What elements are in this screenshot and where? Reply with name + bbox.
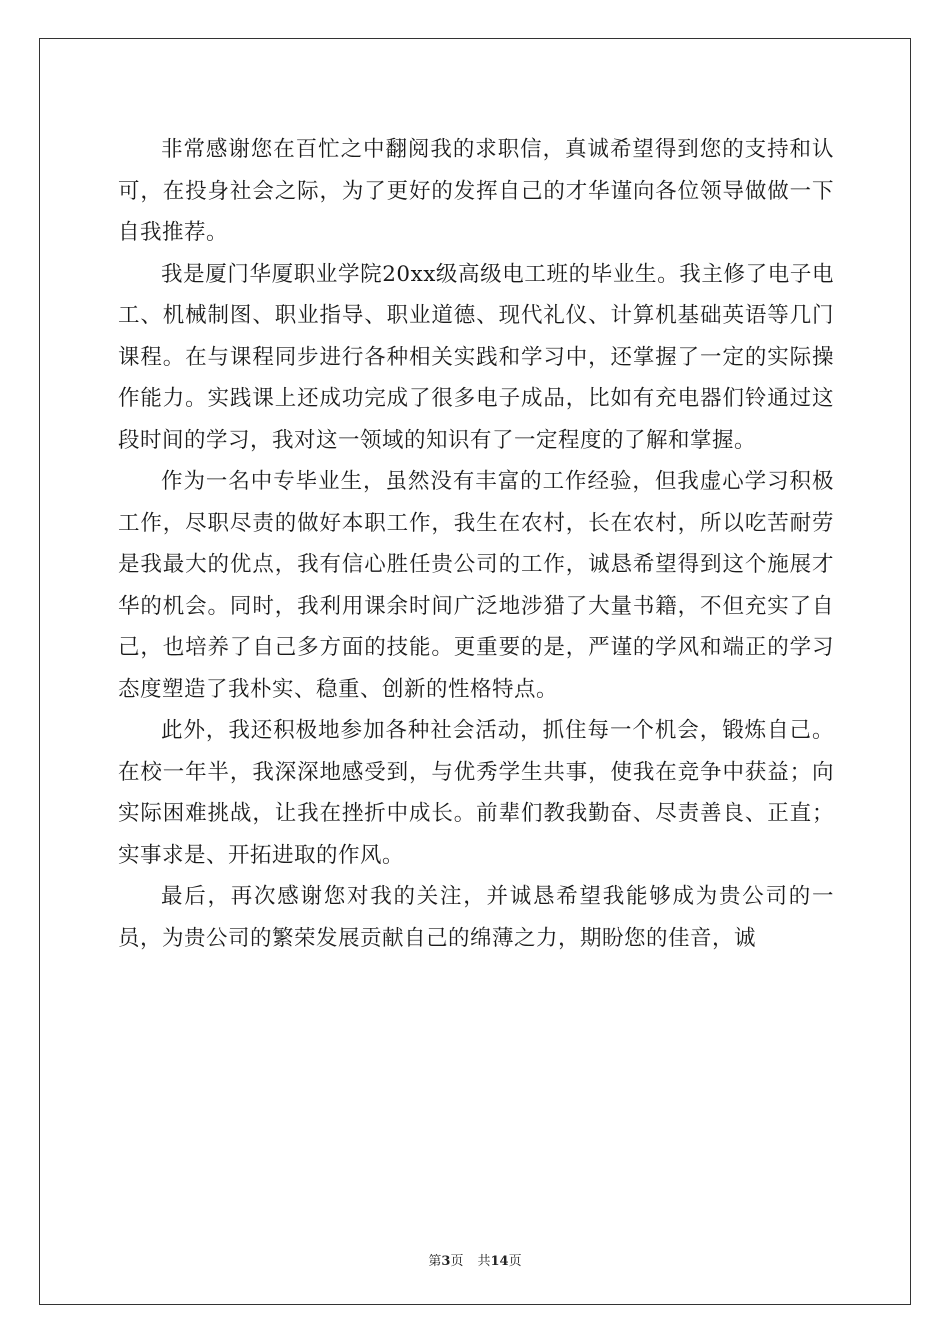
- paragraph-activities: 此外，我还积极地参加各种社会活动，抓住每一个机会，锻炼自己。在校一年半，我深深地感受到，与优秀学生共事，使我在竞争中获益；向实际困难挑战，让我在挫折中成长。前辈们教我勤奋、尽责善良、正直；实事求是、开拓进取的作风。: [118, 718, 834, 868]
- paragraph-education: 我是厦门华厦职业学院20xx级高级电工班的毕业生。我主修了电子电工、机械制图、职业指导、职业道德、现代礼仪、计算机基础英语等几门课程。在与课程同步进行各种相关实践和学习中，还掌握了一定的实际操作能力。实践课上还成功完成了很多电子成品，比如有充电器们铃通过这段时间的学习，我对这一领域的知识有了一定程度的了解和掌握。: [118, 261, 834, 453]
- footer-page-number: 3: [441, 1254, 451, 1269]
- page-footer: [0, 1250, 950, 1269]
- paragraph-intro: 非常感谢您在百忙之中翻阅我的求职信，真诚希望得到您的支持和认可，在投身社会之际，为了更好的发挥自己的才华谨向各位领导做做一下自我推荐。: [118, 137, 834, 245]
- paragraph-character: 作为一名中专毕业生，虽然没有丰富的工作经验，但我虚心学习积极工作，尽职尽责的做好本职工作，我生在农村，长在农村，所以吃苦耐劳是我最大的优点，我有信心胜任贵公司的工作，诚恳希望得到这个施展才华的机会。同时，我利用课余时间广泛地涉猎了大量书籍，不但充实了自己，也培养了自己多方面的技能。更重要的是，严谨的学风和端正的学习态度塑造了我朴实、稳重、创新的性格特点。: [118, 469, 834, 702]
- footer-total-pages: 14: [490, 1254, 509, 1269]
- footer-page-suffix: 页: [450, 1254, 464, 1269]
- footer-page-prefix: 第: [428, 1254, 442, 1269]
- paragraph-closing: 最后，再次感谢您对我的关注，并诚恳希望我能够成为贵公司的一员，为贵公司的繁荣发展贡献自己的绵薄之力，期盼您的佳音，诚: [118, 884, 834, 951]
- footer-total-prefix: 共: [477, 1254, 491, 1269]
- document-body: [118, 129, 834, 959]
- footer-total-suffix: 页: [508, 1254, 522, 1269]
